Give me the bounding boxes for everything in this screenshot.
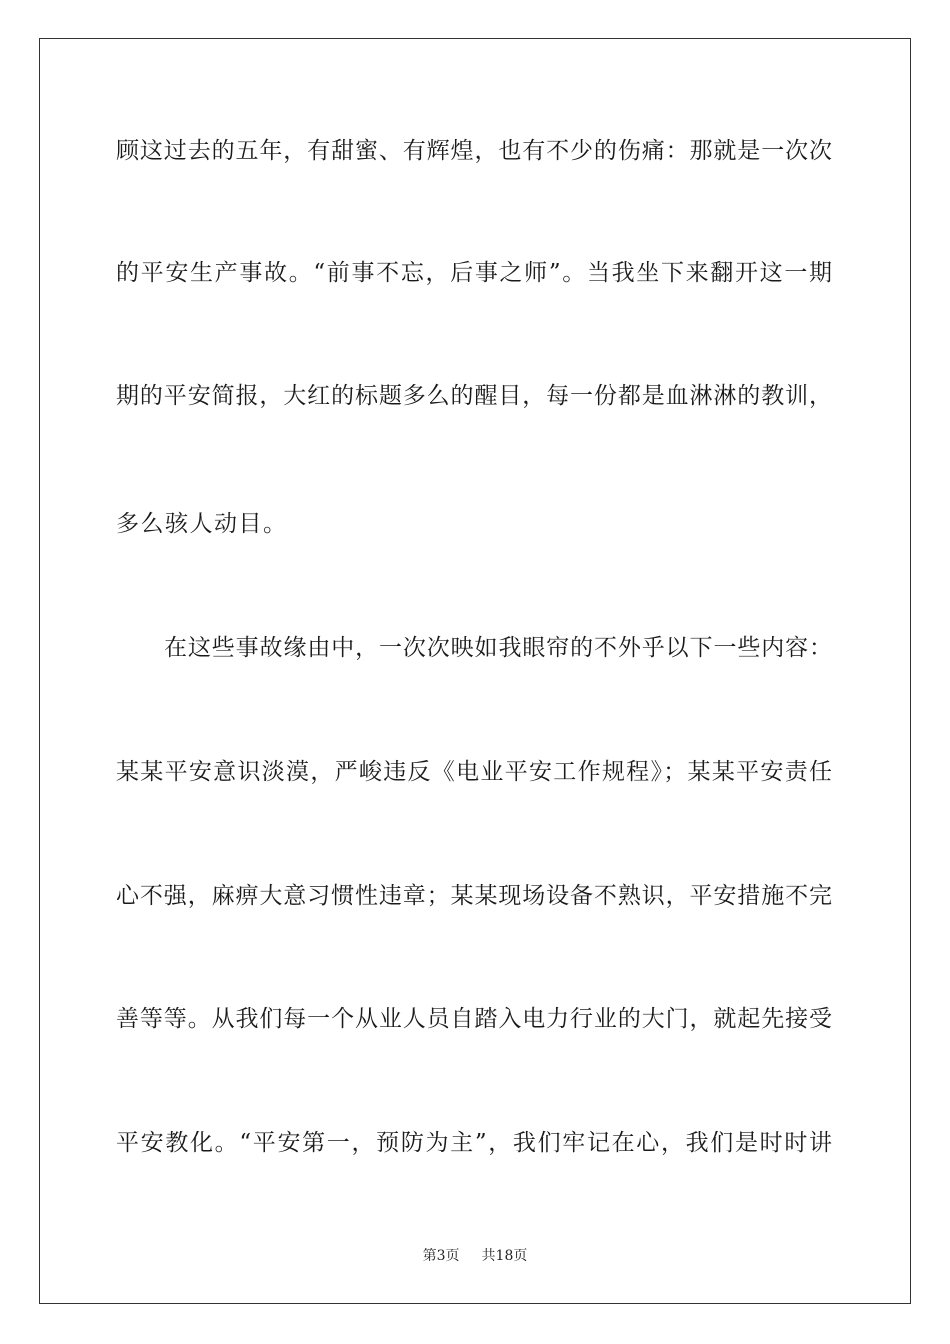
- text-line: 顾这过去的五年，有甜蜜、有辉煌，也有不少的伤痛：那就是一次次: [116, 138, 832, 164]
- text-line: 善等等。从我们每一个从业人员自踏入电力行业的大门，就起先接受: [116, 1006, 832, 1032]
- text-line: 多么骇人动目。: [116, 511, 288, 537]
- total-pages: 共18页: [481, 1248, 528, 1264]
- text-line: 期的平安简报，大红的标题多么的醒目，每一份都是血淋淋的教训，: [116, 383, 832, 409]
- text-line: 平安教化。“平安第一，预防为主”，我们牢记在心，我们是时时讲: [116, 1130, 832, 1156]
- page-border: [39, 38, 911, 1304]
- page-footer: [0, 1247, 950, 1265]
- text-line: 某某平安意识淡漠，严峻违反《电业平安工作规程》；某某平安责任: [116, 759, 832, 785]
- paragraph-first-line: 在这些事故缘由中，一次次映如我眼帘的不外乎以下一些内容：: [164, 635, 832, 661]
- text-line: 心不强，麻痹大意习惯性违章；某某现场设备不熟识，平安措施不完: [116, 883, 832, 909]
- text-line: 的平安生产事故。“前事不忘，后事之师”。当我坐下来翻开这一期: [116, 260, 832, 286]
- page-number: 第3页: [422, 1248, 460, 1264]
